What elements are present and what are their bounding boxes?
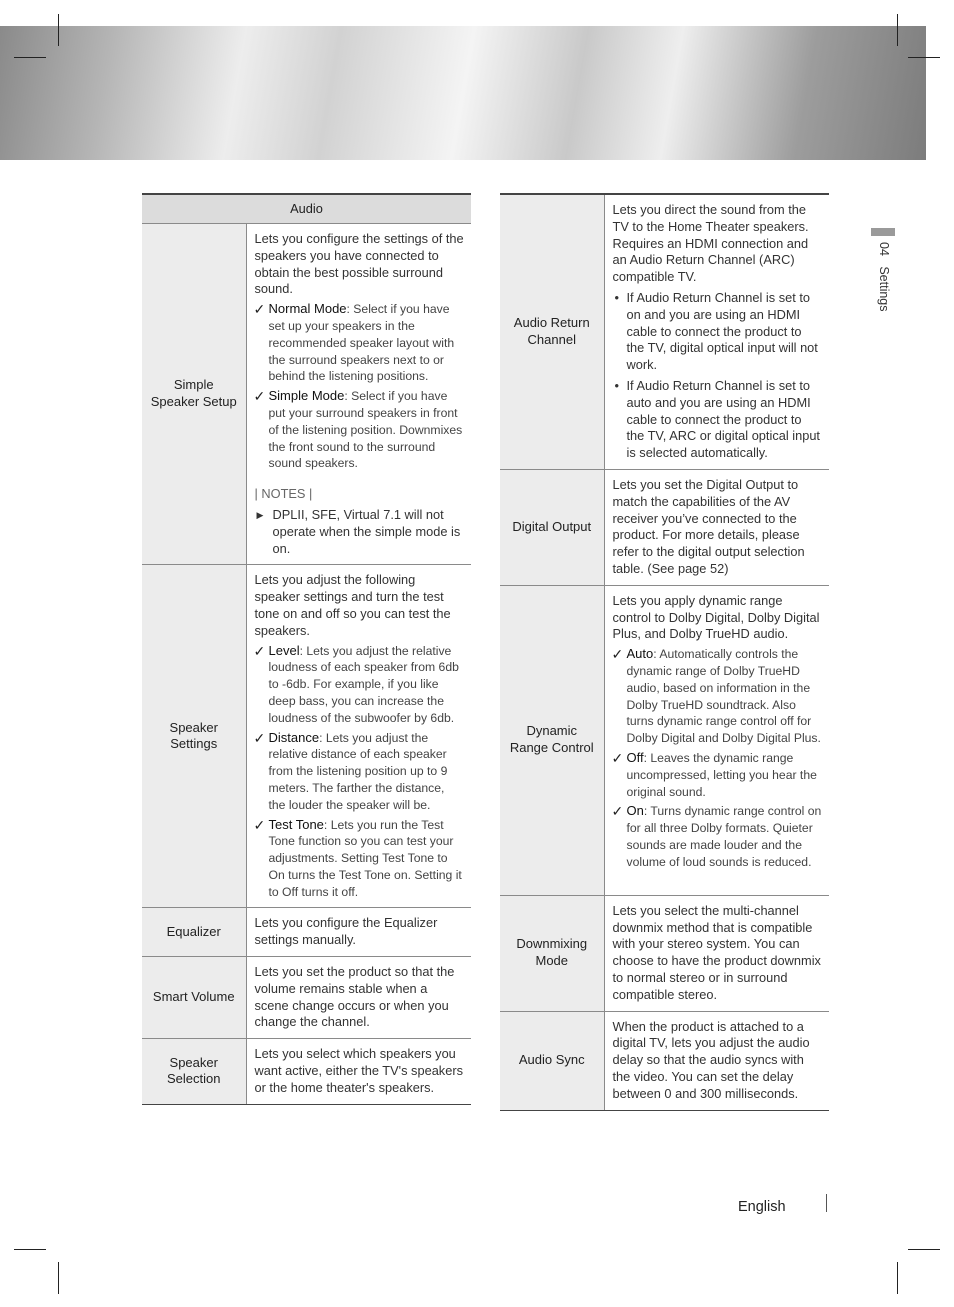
option-off	[613, 750, 823, 800]
table-row	[500, 1011, 829, 1110]
option-title: On	[626, 803, 644, 819]
checkmark-icon: ✓	[253, 816, 266, 833]
table-row	[500, 585, 829, 895]
checkmark-icon: ✓	[253, 729, 266, 746]
row-desc-smart-volume: Lets you set the product so that the volume remains stable when a scene change occurs or when you change the channel.	[246, 957, 471, 1039]
notes-heading: | NOTES |	[254, 486, 313, 502]
chapter-tab	[871, 228, 899, 338]
option-title: Test Tone	[268, 816, 324, 832]
crop-mark	[897, 14, 898, 46]
bullet-item: • If Audio Return Channel is set to auto and you are using an HDMI cable to connect the product to the TV, ARC or digital optical input is selected automatically.	[613, 378, 823, 462]
option-title: Level	[268, 642, 300, 658]
crop-mark	[58, 14, 59, 46]
option-normal-mode	[255, 301, 465, 385]
row-label-speaker-selection: Speaker Selection	[142, 1039, 246, 1104]
audio-settings-table-left	[142, 193, 471, 1105]
crop-mark	[897, 1262, 898, 1294]
option-title: Distance	[268, 729, 320, 745]
option-simple-mode	[255, 388, 465, 472]
chapter-tab-bar	[871, 228, 895, 236]
option-text: : Select if you have set up your speakers in the recommended speaker layout with the surround speakers next to or behind the listening positions.	[268, 302, 455, 384]
option-title: Auto	[626, 646, 654, 662]
row-desc-digital-output: Lets you set the Digital Output to match the capabilities of the AV receiver you’ve connected to the product. For more details, please refer to the digital output selection table. (See page 52)	[604, 469, 829, 585]
table-row	[500, 469, 829, 585]
bullet-item: • If Audio Return Channel is set to on and you are using an HDMI cable to connect the product to the TV, digital optical input will not work.	[613, 290, 823, 374]
crop-mark	[14, 1249, 46, 1250]
row-desc-audio-return-channel	[604, 194, 829, 469]
row-label-dynamic-range-control: Dynamic Range Control	[500, 585, 604, 895]
footer-divider	[826, 1194, 827, 1212]
row-desc-speaker-selection: Lets you select which speakers you want active, either the TV's speakers or the home theater's speakers.	[246, 1039, 471, 1104]
option-auto	[613, 646, 823, 747]
option-title: Normal Mode	[268, 301, 347, 317]
crop-mark	[58, 1262, 59, 1294]
option-text: : Select if you have put your surround speakers in front of the listening position. Downmixes the front sound to the surround sound speakers.	[268, 389, 463, 471]
table-row	[142, 565, 471, 908]
crop-mark	[14, 57, 46, 58]
note-item	[255, 507, 465, 557]
option-text: : Lets you run the Test Tone function so you can test your adjustments. Setting Test Tone to On turns the Test Tone on. Setting it to Off turns it off.	[268, 817, 462, 899]
audio-settings-table-right	[500, 193, 829, 1111]
desc-intro: Lets you direct the sound from the TV to the Home Theater speakers. Requires an HDMI connection and an Audio Return Channel (ARC) compatible TV.	[612, 202, 809, 285]
chapter-tab-label	[877, 242, 891, 312]
row-desc-equalizer: Lets you configure the Equalizer settings manually.	[246, 908, 471, 957]
desc-intro: Lets you adjust the following speaker settings and turn the test tone on and off so you can test the speakers.	[254, 572, 451, 638]
table-header-row	[142, 194, 471, 224]
header-banner	[0, 26, 926, 160]
row-label-digital-output: Digital Output	[500, 469, 604, 585]
row-label-downmixing-mode: Downmixing Mode	[500, 895, 604, 1011]
option-on	[613, 803, 823, 870]
checkmark-icon: ✓	[611, 803, 624, 820]
chapter-number: 04	[877, 242, 891, 256]
triangle-bullet-icon: ▶	[256, 509, 264, 520]
option-title: Simple Mode	[268, 388, 345, 404]
chapter-section: Settings	[877, 266, 891, 312]
option-text: : Leaves the dynamic range uncompressed, letting you hear the original sound.	[626, 750, 817, 799]
footer-language: English	[738, 1199, 786, 1215]
row-label-audio-return-channel: Audio Return Channel	[500, 194, 604, 469]
table-row	[142, 224, 471, 565]
row-label-audio-sync: Audio Sync	[500, 1011, 604, 1110]
row-desc-simple-speaker-setup	[246, 224, 471, 565]
checkmark-icon: ✓	[253, 301, 266, 318]
note-text: DPLII, SFE, Virtual 7.1 will not operate when the simple mode is on.	[272, 506, 461, 556]
row-label-smart-volume: Smart Volume	[142, 957, 246, 1039]
option-text: : Turns dynamic range control on for all three Dolby formats. Quieter sounds are made louder and the volume of loud sounds is reduced.	[626, 804, 822, 869]
checkmark-icon: ✓	[253, 388, 266, 405]
row-desc-dynamic-range-control	[604, 585, 829, 895]
row-label-simple-speaker-setup: Simple Speaker Setup	[142, 224, 246, 565]
desc-intro: Lets you apply dynamic range control to Dolby Digital, Dolby Digital Plus, and Dolby TrueHD audio.	[612, 592, 820, 642]
option-test-tone	[255, 817, 465, 901]
row-desc-audio-sync: When the product is attached to a digital TV, lets you adjust the audio delay so that the audio syncs with the video. You can set the delay between 0 and 300 milliseconds.	[604, 1011, 829, 1110]
table-row	[142, 1039, 471, 1104]
crop-mark	[908, 57, 940, 58]
row-label-speaker-settings: Speaker Settings	[142, 565, 246, 908]
option-text: : Automatically controls the dynamic range of Dolby TrueHD audio, based on information in the Dolby TrueHD soundtrack. Also turns dynamic range control off for Dolby Digital and Dolby Digital Plus.	[626, 647, 821, 746]
crop-mark	[908, 1249, 940, 1250]
checkmark-icon: ✓	[611, 749, 624, 766]
table-row	[500, 194, 829, 469]
checkmark-icon: ✓	[253, 642, 266, 659]
row-label-equalizer: Equalizer	[142, 908, 246, 957]
option-level	[255, 643, 465, 727]
table-row	[500, 895, 829, 1011]
checkmark-icon: ✓	[611, 646, 624, 663]
option-text: : Lets you adjust the relative distance of each speaker from the listening position up to 9 meters. The farther the distance, the louder the speaker will be.	[268, 730, 448, 812]
row-desc-speaker-settings	[246, 565, 471, 908]
row-desc-downmixing-mode: Lets you select the multi-channel downmix method that is compatible with your stereo system. You can choose to have the product downmix to normal stereo or in surround compatible stereo.	[604, 895, 829, 1011]
option-title: Off	[626, 749, 644, 765]
option-text: : Lets you adjust the relative loudness of each speaker from 6db to -6db. For example, if you like deep bass, you can increase the loudness of the subwoofer by 6db.	[268, 643, 459, 725]
table-header-audio: Audio	[142, 194, 471, 224]
table-row	[142, 908, 471, 957]
desc-intro: Lets you configure the settings of the speakers you have connected to obtain the best possible surround sound.	[254, 231, 464, 297]
table-row	[142, 957, 471, 1039]
option-distance	[255, 730, 465, 814]
